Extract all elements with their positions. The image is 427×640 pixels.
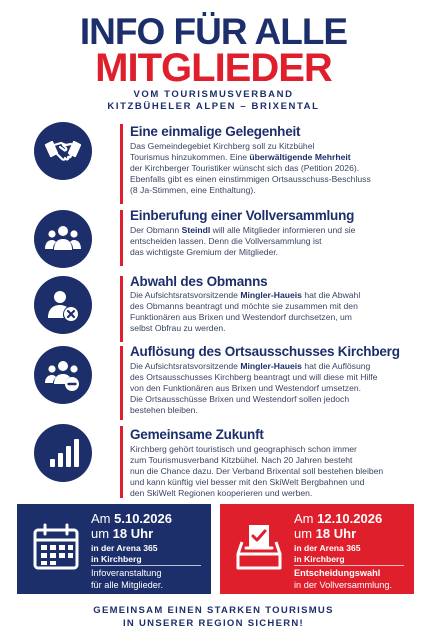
group-icon [34, 210, 92, 268]
handshake-icon [34, 122, 92, 180]
text-line: Die Aufsichtsratsvorsitzende Mingler-Haueis hat die Abwahl [130, 290, 361, 300]
card-divider [294, 565, 404, 566]
event-place: in der Arena 365 [294, 543, 361, 553]
event-town: in Kirchberg [294, 554, 345, 564]
calendar-icon [29, 520, 83, 574]
text-line: des Ortsausschusses Kirchberg beantragt und will diese mit Hilfe [130, 372, 378, 382]
title-line-2: MITGLIEDER [95, 46, 332, 90]
subtitle-line-1: VOM TOURISMUSVERBAND [133, 89, 294, 100]
subtitle-line-2: KITZBÜHELER ALPEN – BRIXENTAL [107, 101, 320, 112]
section-text [130, 361, 420, 416]
ballot-box-icon [232, 520, 286, 574]
event-note-2: für alle Mitglieder. [91, 580, 164, 590]
footer-line-1: GEMEINSAM EINEN STARKEN TOURISMUS [93, 605, 334, 616]
event-time: um 18 Uhr [91, 526, 154, 541]
section-divider [120, 210, 123, 266]
text-line: Ebenfalls gibt es einen einstimmigen Ortsausschuss-Beschluss [130, 174, 371, 184]
event-date: Am 5.10.2026 [91, 511, 172, 526]
section-text [130, 290, 420, 334]
text-line: Funktionären aus Brixen und Westendorf durchsetzen, um [130, 312, 352, 322]
text-line: Das Gemeindegebiet Kirchberg soll zu Kitzbühel [130, 141, 315, 151]
text-line: Kirchberg gehört touristisch und geographisch schon immer [130, 444, 357, 454]
text-line: bestehen bleiben. [130, 405, 198, 415]
section-divider [120, 124, 123, 204]
event-date: Am 12.10.2026 [294, 511, 383, 526]
text-line: entscheiden lassen. Denn die Vollversammlung ist [130, 236, 322, 246]
text-line: Die Aufsichtsratsvorsitzende Mingler-Haueis hat die Auflösung [130, 361, 371, 371]
event-note: Infoveranstaltung [91, 568, 162, 578]
event-place: in der Arena 365 [91, 543, 158, 553]
text-line: selbst Obfrau zu werden. [130, 323, 226, 333]
event-card-vote [220, 504, 414, 594]
text-line: der Kirchberger Touristiker wünscht sich das (Petition 2026). [130, 163, 360, 173]
footer-line-2: IN UNSERER REGION SICHERN! [122, 618, 305, 629]
section-text [130, 444, 420, 499]
section-title: Eine einmalige Gelegenheit [130, 124, 301, 139]
text-line: (8 Ja-Stimmen, eine Enthaltung). [130, 185, 256, 195]
event-note: Entscheidungswahl [294, 568, 381, 578]
section-divider [120, 276, 123, 342]
text-line: Tourismus hinzukommen. Eine überwältigende Mehrheit [130, 152, 351, 162]
group-minus-icon [34, 346, 92, 404]
text-line: des Obmanns beantragt und möchte sie zusammen mit den [130, 301, 358, 311]
section-title: Auflösung des Ortsausschusses Kirchberg [130, 344, 400, 359]
text-line: Die Ortsausschüsse Brixen und Westendorf sollen jedoch [130, 394, 350, 404]
text-line: von den Funktionären aus Brixen und Westendorf umsetzen. [130, 383, 362, 393]
section-text [130, 141, 420, 196]
section-title: Einberufung einer Vollversammlung [130, 208, 355, 223]
section-text [130, 225, 420, 258]
section-divider [120, 426, 123, 498]
user-remove-icon [34, 276, 92, 334]
text-line: das wichtigste Gremium der Mitglieder. [130, 247, 279, 257]
event-note-2: in der Vollversammlung. [294, 580, 393, 590]
event-time: um 18 Uhr [294, 526, 357, 541]
section-title: Abwahl des Obmanns [130, 274, 268, 289]
text-line: und kann künftig viel besser mit den SkiWelt Bergbahnen und [130, 477, 365, 487]
event-town: in Kirchberg [91, 554, 142, 564]
bar-chart-icon [34, 424, 92, 482]
card-divider [91, 565, 201, 566]
section-title: Gemeinsame Zukunft [130, 427, 264, 442]
title-line-1: INFO FÜR ALLE [79, 11, 348, 52]
section-divider [120, 346, 123, 420]
text-line: nun die Chance dazu. Der Verband Brixental soll bestehen bleiben [130, 466, 384, 476]
event-card-info [17, 504, 211, 594]
text-line: den SkiWelt Regionen kooperieren und werben. [130, 488, 313, 498]
text-line: Der Obmann Steindl will alle Mitglieder informieren und sie [130, 225, 356, 235]
text-line: zum Tourismusverband Kitzbühel. Nach 20 Jahren besteht [130, 455, 353, 465]
